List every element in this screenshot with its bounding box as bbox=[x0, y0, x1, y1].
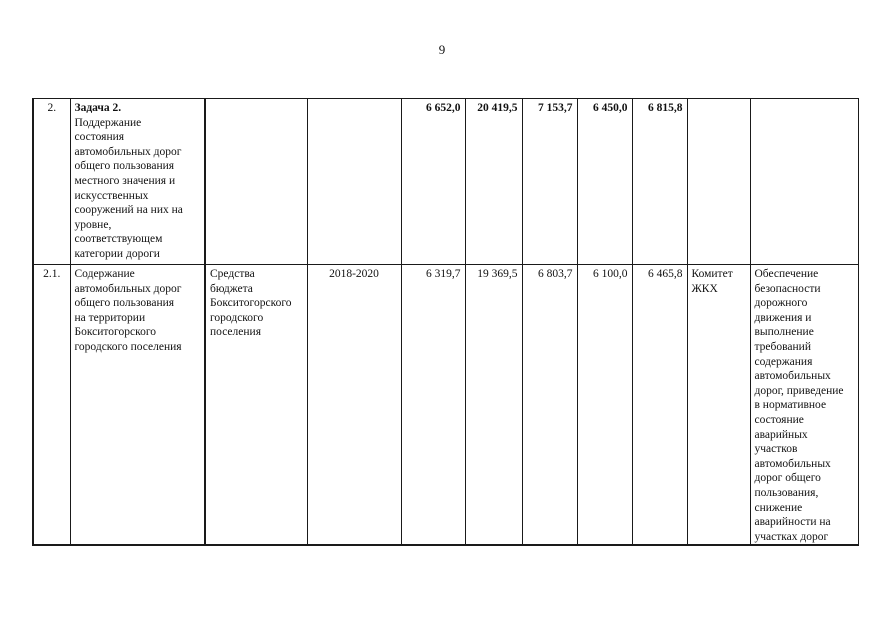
amount-col-2: 7 153,7 bbox=[522, 99, 577, 265]
amount-col-1: 20 419,5 bbox=[465, 99, 522, 265]
amount-col-4: 6 465,8 bbox=[632, 265, 687, 546]
executor: Комитет ЖКХ bbox=[687, 265, 750, 546]
funding-source: Средства бюджета Бокситогорского городского поселения bbox=[205, 265, 307, 546]
task-description: Задача 2. Поддержание состояния автомобильных дорог общего пользования местного значения и искусственных сооружений на них на уровне, соответствующем категории дороги bbox=[70, 99, 205, 265]
period bbox=[307, 99, 401, 265]
task-title: Задача 2. bbox=[74, 102, 122, 114]
amount-col-3: 6 100,0 bbox=[577, 265, 632, 546]
period: 2018-2020 bbox=[307, 265, 401, 546]
amount-col-2: 6 803,7 bbox=[522, 265, 577, 546]
amount-col-4: 6 815,8 bbox=[632, 99, 687, 265]
amount-col-3: 6 450,0 bbox=[577, 99, 632, 265]
amount-col-1: 19 369,5 bbox=[465, 265, 522, 546]
row-number: 2.1. bbox=[33, 265, 70, 546]
table-row bbox=[33, 265, 858, 546]
table-row bbox=[33, 99, 858, 265]
executor bbox=[687, 99, 750, 265]
expected-result: Обеспечение безопасности дорожного движения и выполнение требований содержания автомобильных дорог, приведение в нормативное состояние аварийных участков автомобильных дорог общего пользования, снижение аварийности на участках дорог bbox=[750, 265, 858, 546]
program-table bbox=[32, 98, 859, 546]
page-number: 9 bbox=[438, 42, 446, 57]
task-description: Содержание автомобильных дорог общего пользования на территории Бокситогорского городского поселения bbox=[70, 265, 205, 546]
total-amount: 6 652,0 bbox=[401, 99, 465, 265]
expected-result bbox=[750, 99, 858, 265]
funding-source bbox=[205, 99, 307, 265]
total-amount: 6 319,7 bbox=[401, 265, 465, 546]
row-number: 2. bbox=[33, 99, 70, 265]
